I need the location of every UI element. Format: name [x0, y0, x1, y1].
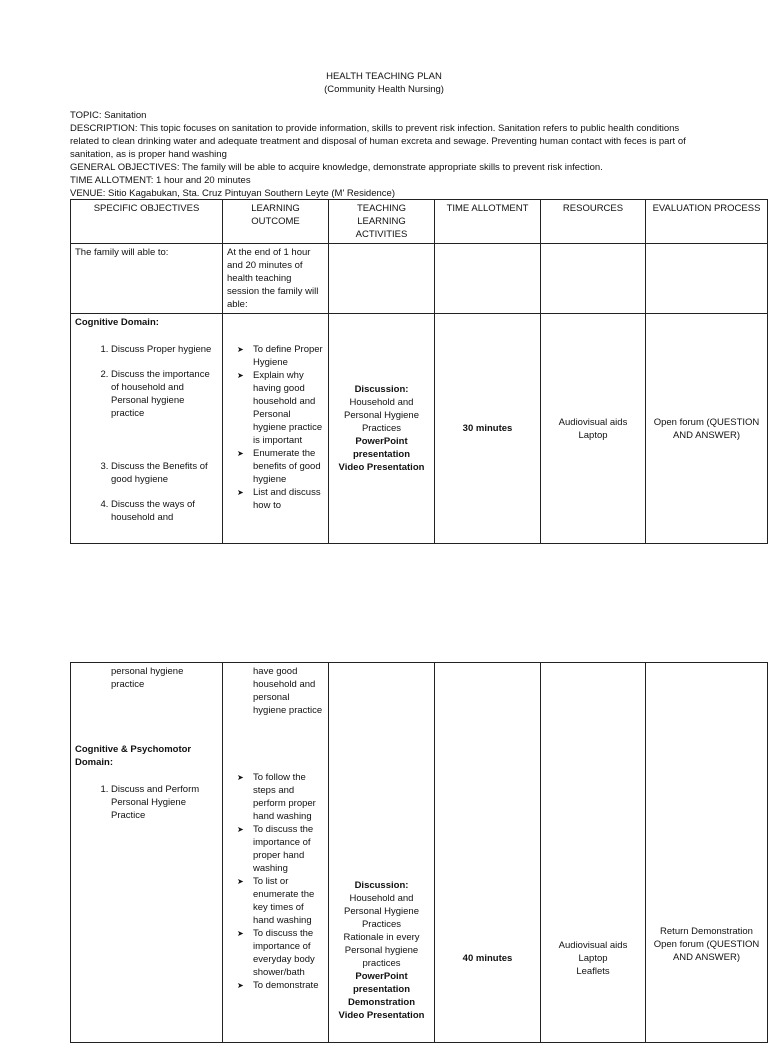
list-item: ➤ To discuss the importance of proper hand washing [253, 823, 324, 875]
activities-cell [329, 314, 435, 544]
teaching-plan-table-page-1 [70, 199, 768, 544]
continued-objective: personal hygiene practice [111, 666, 184, 690]
page-2-table-area [0, 662, 768, 1024]
venue-line: VENUE: Sitio Kagabukan, Sta. Cruz Pintuyan Southern Leyte (M' Residence) [70, 188, 395, 199]
time-cell [435, 663, 541, 1043]
list-item: ➤ To define Proper Hygiene [253, 343, 324, 369]
plan-meta [70, 109, 710, 200]
activity-line: PowerPoint presentation [352, 971, 410, 995]
continued-outcome: have good household and personal hygiene practice [253, 666, 323, 716]
doc-title: HEALTH TEACHING PLAN [326, 71, 442, 82]
table-row [71, 663, 768, 1043]
intro-outcome: At the end of 1 hour and 20 minutes of health teaching session the family will able: [223, 244, 329, 314]
activity-line: Discussion: [354, 880, 409, 891]
activity-line: PowerPoint presentation [352, 436, 410, 460]
resource-item: Laptop [578, 429, 608, 441]
doc-subtitle: (Community Health Nursing) [324, 84, 444, 95]
col-header: TIME ALLOTMENT [435, 200, 541, 244]
activity-line: Video Presentation [338, 462, 425, 473]
list-item: 4. Discuss the ways of household and [111, 498, 218, 524]
col-header: SPECIFIC OBJECTIVES [71, 200, 223, 244]
activity-line: Demonstration [347, 997, 416, 1008]
outcomes-cell [223, 663, 329, 1043]
time-value: 40 minutes [462, 953, 513, 964]
resources-cell [541, 314, 646, 544]
activity-line: Video Presentation [338, 1010, 425, 1021]
resource-item: Laptop [578, 953, 608, 964]
list-item: ➤ To demonstrate [253, 979, 324, 992]
evaluation-cell: Open forum (QUESTION AND ANSWER) [646, 314, 768, 544]
list-item: 2. Discuss the importance of household and Personal hygiene practice [111, 368, 218, 420]
table-row [71, 314, 768, 544]
list-item: ➤ Enumerate the benefits of good hygiene [253, 447, 324, 486]
list-item: ➤ To list or enumerate the key times of hand washing [253, 875, 324, 927]
col-header: RESOURCES [541, 200, 646, 244]
list-item: 1. Discuss Proper hygiene [111, 343, 218, 356]
evaluation-cell [646, 663, 768, 1043]
objectives-line: GENERAL OBJECTIVES: The family will be able to acquire knowledge, demonstrate appropriate skills to prevent risk infection. [70, 162, 603, 173]
domain-label: Cognitive & Psychomotor Domain: [75, 744, 192, 768]
activity-line: Household and Personal Hygiene Practices [344, 893, 419, 930]
resource-item: Audiovisual aids [558, 416, 628, 428]
intro-objective: The family will able to: [71, 244, 223, 314]
table-header-row [71, 200, 768, 244]
list-item: 1. Discuss and Perform Personal Hygiene Practice [111, 783, 218, 822]
list-item: ➤ Explain why having good household and Personal hygiene practice is important [253, 369, 324, 447]
list-item: ➤ To discuss the importance of everyday body shower/bath [253, 927, 324, 979]
domain-label: Cognitive Domain: [75, 317, 159, 328]
list-item: ➤ List and discuss how to [253, 486, 324, 512]
activity-line: Discussion: [354, 384, 409, 395]
activity-line: Rationale in every Personal hygiene practices [343, 932, 420, 969]
activity-line: Household and Personal Hygiene Practices [344, 397, 419, 434]
topic-line: TOPIC: Sanitation [70, 110, 147, 121]
list-item: ➤ To follow the steps and perform proper hand washing [253, 771, 324, 823]
time-cell: 30 minutes [435, 314, 541, 544]
objectives-cell [71, 314, 223, 544]
list-item: 3. Discuss the Benefits of good hygiene [111, 460, 218, 486]
outcomes-cell [223, 314, 329, 544]
col-header: TEACHING LEARNING ACTIVITIES [329, 200, 435, 244]
evaluation-item: Open forum (QUESTION AND ANSWER) [653, 939, 760, 963]
table-row [71, 244, 768, 314]
description-line: DESCRIPTION: This topic focuses on sanitation to provide information, skills to prevent risk infection. Sanitation refers to public health conditions related to clean drinking water and adequate treatment and disposal of human excreta and sewage. Preventing human contact with feces is part of sanitation, as is proper hand washing [70, 123, 686, 160]
evaluation-item: Return Demonstration [660, 926, 753, 937]
activities-cell [329, 663, 435, 1043]
teaching-plan-table-page-2 [70, 662, 768, 1043]
col-header: EVALUATION PROCESS [646, 200, 768, 244]
resource-item: Audiovisual aids [558, 940, 628, 951]
col-header: LEARNING OUTCOME [223, 200, 329, 244]
page-1-table-area [0, 199, 768, 523]
objectives-cell [71, 663, 223, 1043]
resource-item: Leaflets [576, 966, 610, 977]
time-line: TIME ALLOTMENT: 1 hour and 20 minutes [70, 175, 251, 186]
resources-cell [541, 663, 646, 1043]
